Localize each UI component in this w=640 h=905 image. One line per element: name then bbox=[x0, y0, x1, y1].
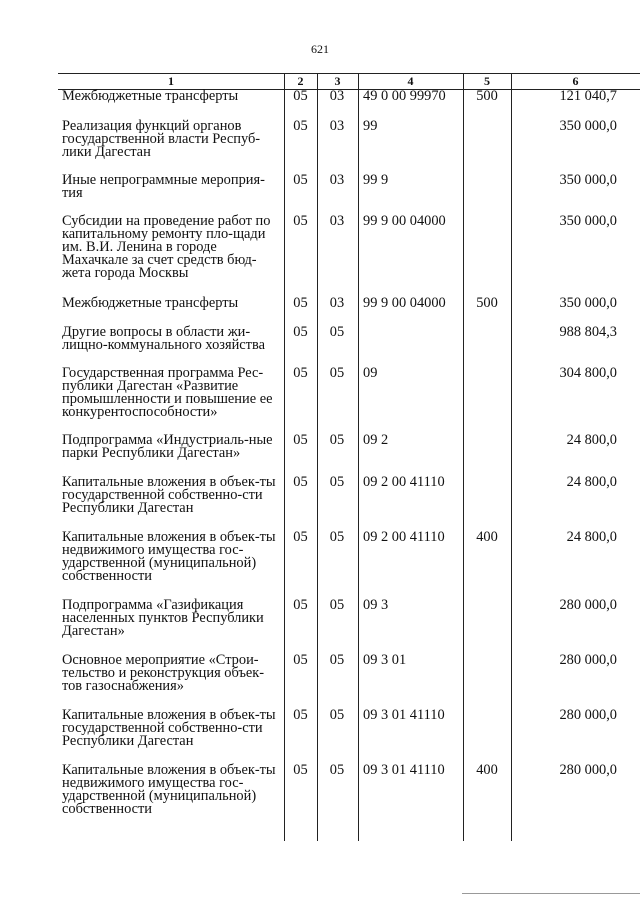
row-subsection: 05 bbox=[329, 707, 345, 723]
row-target-code: 09 3 01 41110 bbox=[363, 707, 445, 723]
column-divider bbox=[463, 73, 464, 841]
row-name: Капитальные вложения в объек-ты государственной собственно-сти Республики Дагестан bbox=[62, 474, 276, 516]
row-expense-type: 500 bbox=[476, 88, 498, 104]
row-name: Подпрограмма «Газификация населенных пунктов Республики Дагестан» bbox=[62, 597, 264, 639]
row-amount: 24 800,0 bbox=[566, 529, 617, 545]
row-section: 05 bbox=[293, 295, 308, 311]
page-number: 621 bbox=[311, 42, 329, 56]
row-amount: 350 000,0 bbox=[559, 118, 617, 134]
row-subsection: 05 bbox=[329, 474, 345, 490]
row-expense-type: 400 bbox=[476, 762, 498, 778]
row-amount: 304 800,0 bbox=[559, 365, 617, 381]
row-subsection: 03 bbox=[329, 172, 345, 188]
row-target-code: 49 0 00 99970 bbox=[363, 88, 446, 104]
row-amount: 280 000,0 bbox=[559, 597, 617, 613]
row-expense-type: 400 bbox=[476, 529, 498, 545]
row-section: 05 bbox=[293, 365, 308, 381]
row-name: Подпрограмма «Индустриаль-ные парки Республики Дагестан» bbox=[62, 432, 273, 461]
row-section: 05 bbox=[293, 118, 308, 134]
row-section: 05 bbox=[293, 762, 308, 778]
column-header: 4 bbox=[407, 74, 414, 88]
row-target-code: 99 9 00 04000 bbox=[363, 295, 446, 311]
row-amount: 988 804,3 bbox=[559, 324, 617, 340]
row-amount: 121 040,7 bbox=[559, 88, 617, 104]
row-section: 05 bbox=[293, 172, 308, 188]
table-top-border bbox=[58, 73, 640, 74]
row-section: 05 bbox=[293, 88, 308, 104]
row-target-code: 09 2 00 41110 bbox=[363, 529, 445, 545]
row-section: 05 bbox=[293, 707, 308, 723]
row-amount: 24 800,0 bbox=[566, 474, 617, 490]
row-section: 05 bbox=[293, 652, 308, 668]
row-name: Капитальные вложения в объек-ты недвижимого имущества гос-ударственной (муниципальной) собственности bbox=[62, 529, 276, 584]
row-name: Межбюджетные трансферты bbox=[62, 295, 239, 311]
column-divider bbox=[358, 73, 359, 841]
row-subsection: 05 bbox=[329, 324, 345, 340]
row-target-code: 09 3 01 41110 bbox=[363, 762, 445, 778]
row-section: 05 bbox=[293, 474, 308, 490]
row-section: 05 bbox=[293, 529, 308, 545]
row-target-code: 09 bbox=[363, 365, 378, 381]
row-amount: 350 000,0 bbox=[559, 213, 617, 229]
row-target-code: 09 3 bbox=[363, 597, 389, 613]
row-subsection: 05 bbox=[329, 365, 345, 381]
row-name: Основное мероприятие «Строи-тельство и реконструкция объек-тов газоснабжения» bbox=[62, 652, 265, 694]
row-section: 05 bbox=[293, 324, 308, 340]
budget-table bbox=[58, 73, 640, 841]
row-subsection: 03 bbox=[329, 88, 345, 104]
column-header: 5 bbox=[484, 74, 490, 88]
column-header: 1 bbox=[168, 74, 174, 88]
row-expense-type: 500 bbox=[476, 295, 498, 311]
row-amount: 350 000,0 bbox=[559, 172, 617, 188]
row-subsection: 03 bbox=[329, 118, 345, 134]
row-name: Иные непрограммные мероприя-тия bbox=[62, 172, 265, 201]
row-amount: 280 000,0 bbox=[559, 652, 617, 668]
row-amount: 24 800,0 bbox=[566, 432, 617, 448]
row-target-code: 09 3 01 bbox=[363, 652, 407, 668]
row-subsection: 05 bbox=[329, 652, 345, 668]
row-target-code: 09 2 00 41110 bbox=[363, 474, 445, 490]
column-header: 2 bbox=[297, 74, 304, 88]
row-target-code: 09 2 bbox=[363, 432, 389, 448]
row-subsection: 03 bbox=[329, 295, 345, 311]
row-name: Субсидии на проведение работ по капитальному ремонту пло-щади им. В.И. Ленина в городе Махачкале за счет средств бюд-жета города Москвы bbox=[62, 213, 271, 281]
row-section: 05 bbox=[293, 213, 308, 229]
row-subsection: 05 bbox=[329, 762, 345, 778]
page-edge-line bbox=[462, 893, 640, 894]
column-divider bbox=[511, 73, 512, 841]
column-divider bbox=[317, 73, 318, 841]
row-name: Государственная программа Рес-публики Дагестан «Развитие промышленности и повышение ее конкурентоспособности» bbox=[62, 365, 273, 420]
row-subsection: 03 bbox=[329, 213, 345, 229]
row-name: Реализация функций органов государственной власти Респуб-лики Дагестан bbox=[62, 118, 261, 160]
column-header: 3 bbox=[334, 74, 341, 88]
column-divider bbox=[284, 73, 285, 841]
row-target-code: 99 bbox=[363, 118, 378, 134]
row-amount: 350 000,0 bbox=[559, 295, 617, 311]
row-subsection: 05 bbox=[329, 597, 345, 613]
row-amount: 280 000,0 bbox=[559, 707, 617, 723]
row-section: 05 bbox=[293, 597, 308, 613]
row-name: Капитальные вложения в объек-ты недвижимого имущества гос-ударственной (муниципальной) собственности bbox=[62, 762, 276, 817]
row-name: Капитальные вложения в объек-ты государственной собственно-сти Республики Дагестан bbox=[62, 707, 276, 749]
row-section: 05 bbox=[293, 432, 308, 448]
row-target-code: 99 9 bbox=[363, 172, 389, 188]
row-name: Межбюджетные трансферты bbox=[62, 88, 239, 104]
row-subsection: 05 bbox=[329, 529, 345, 545]
row-target-code: 99 9 00 04000 bbox=[363, 213, 446, 229]
row-amount: 280 000,0 bbox=[559, 762, 617, 778]
row-name: Другие вопросы в области жи-лищно-коммунального хозяйства bbox=[62, 324, 265, 353]
row-subsection: 05 bbox=[329, 432, 345, 448]
column-header: 6 bbox=[572, 74, 579, 88]
